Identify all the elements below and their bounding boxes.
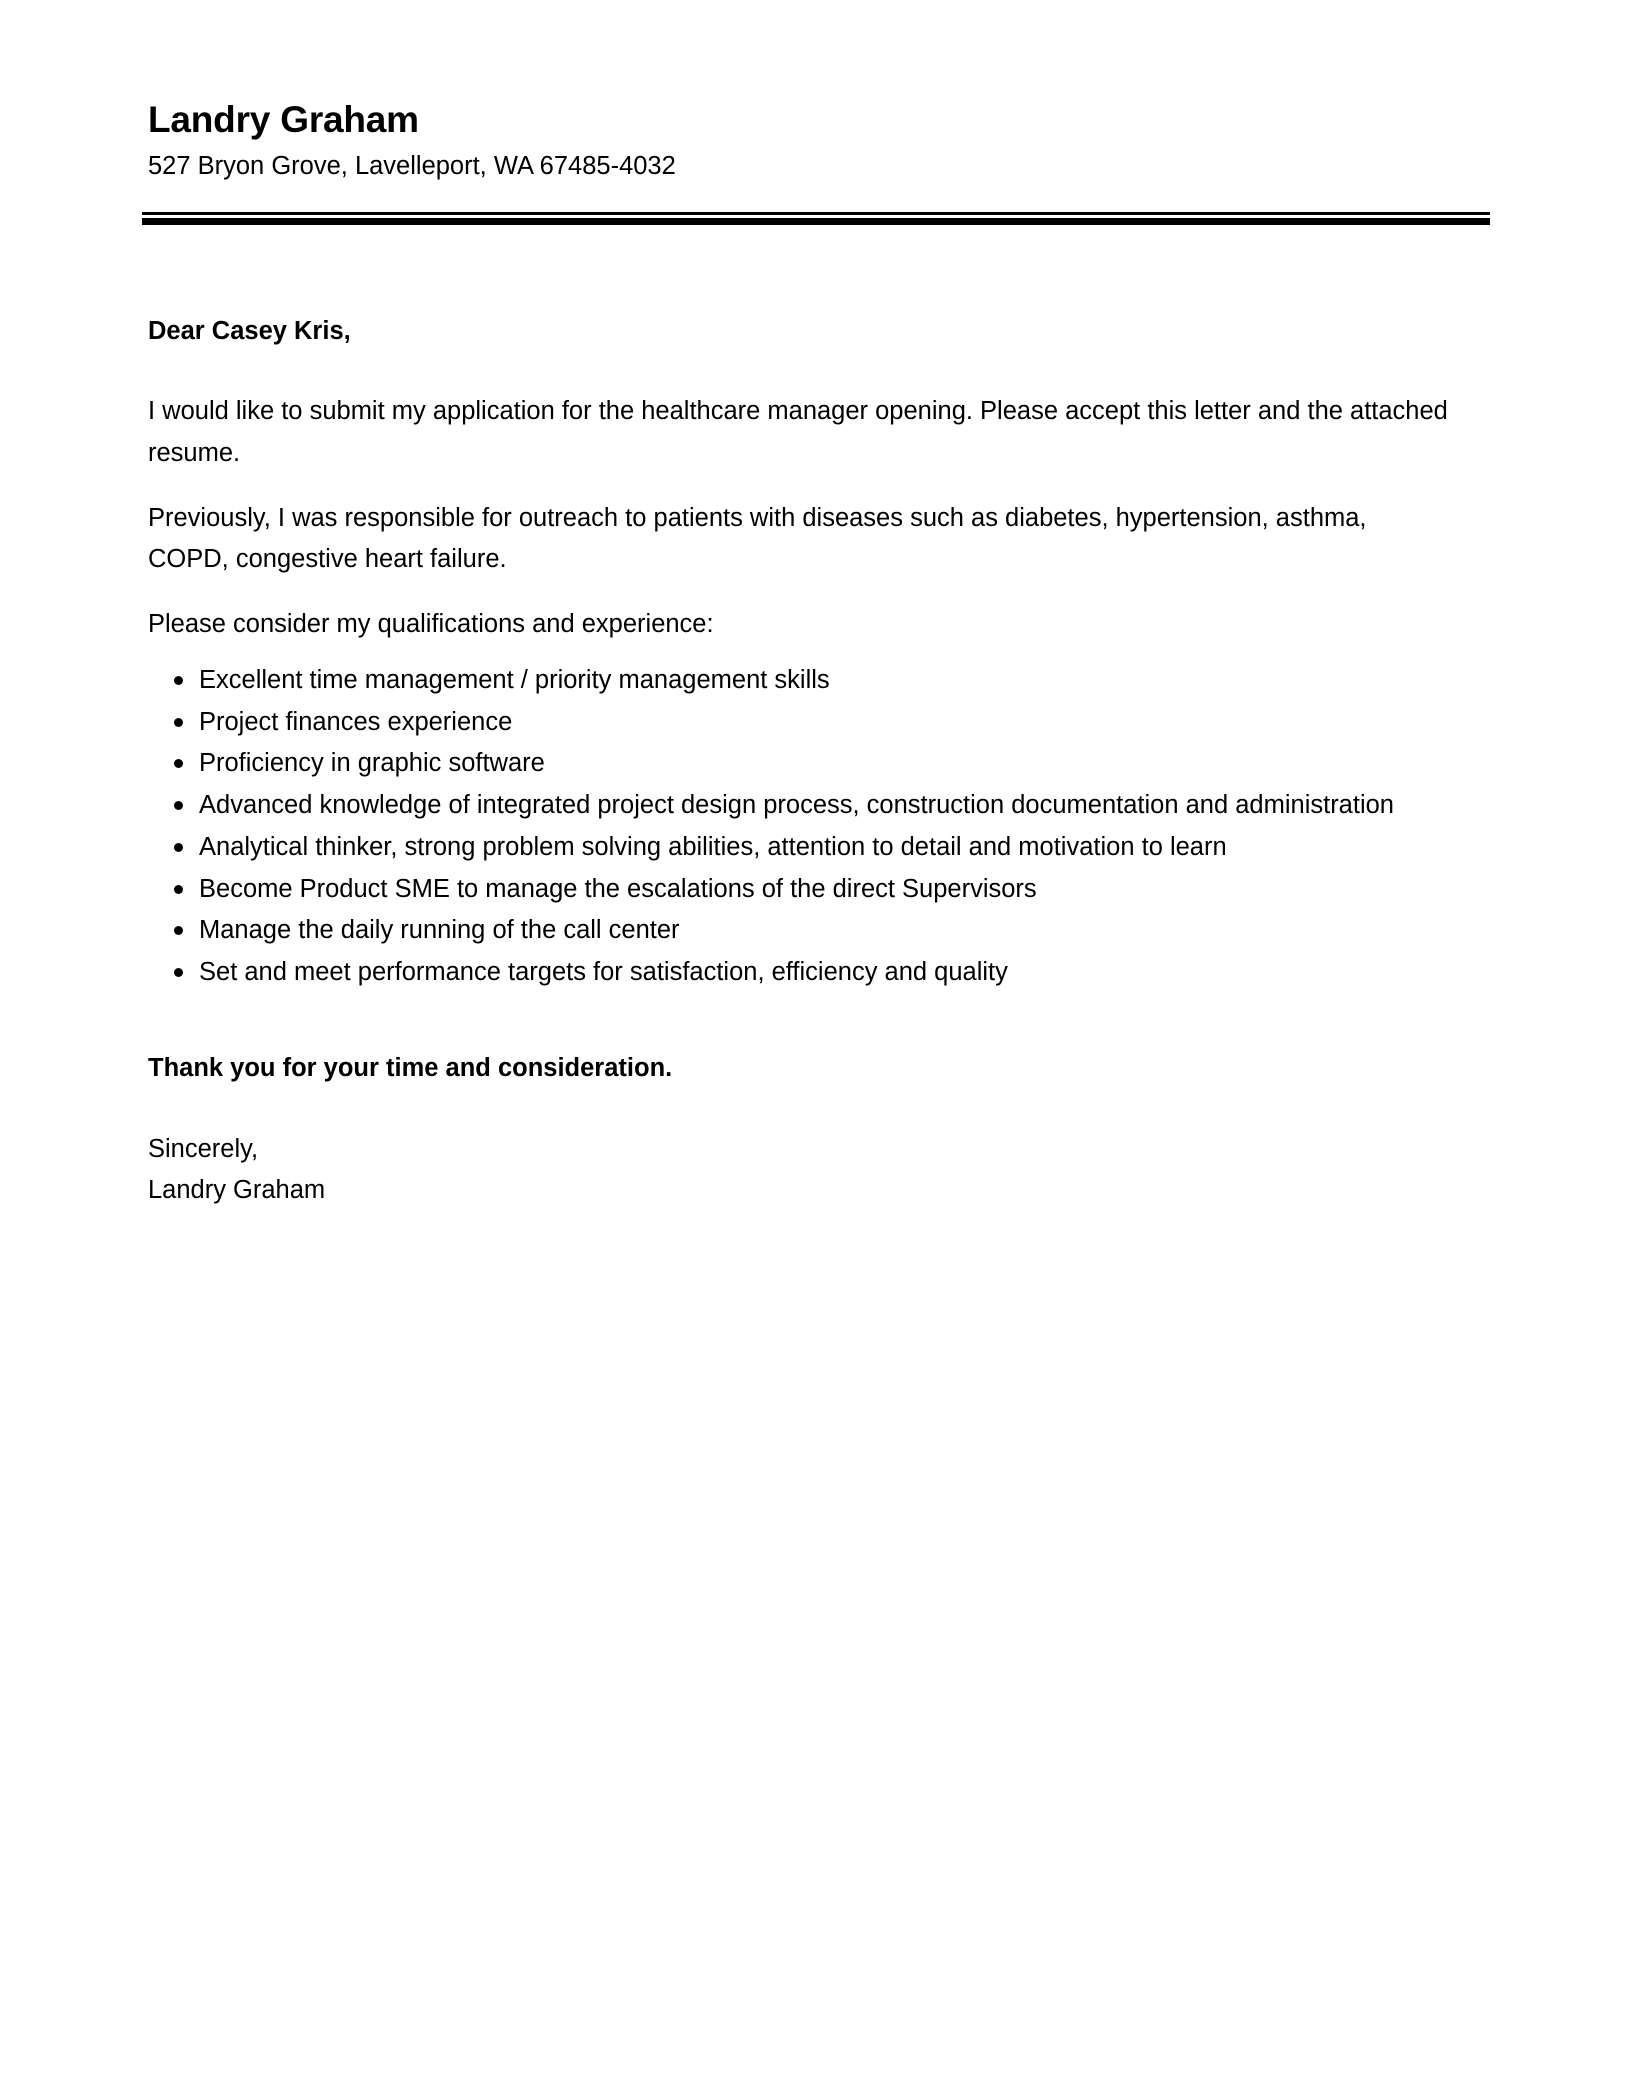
qualifications-lead: Please consider my qualifications and experience:: [148, 610, 714, 639]
signature-name: Landry Graham: [148, 1176, 326, 1205]
valediction: Sincerely,: [148, 1135, 259, 1164]
list-item: Proficiency in graphic software: [148, 743, 1448, 784]
sender-name: Landry Graham: [148, 99, 419, 140]
list-item: Excellent time management / priority management skills: [148, 660, 1448, 701]
qualifications-list: [148, 660, 1448, 993]
list-item: Set and meet performance targets for satisfaction, efficiency and quality: [148, 952, 1448, 993]
list-item: Advanced knowledge of integrated project design process, construction documentation and administration: [148, 785, 1448, 826]
letter-body: [148, 313, 1448, 1211]
header-divider: [142, 212, 1490, 225]
body-paragraph-2: Previously, I was responsible for outreach to patients with diseases such as diabetes, hypertension, asthma, COPD, congestive heart failure.: [148, 503, 1367, 574]
list-item: Become Product SME to manage the escalations of the direct Supervisors: [148, 869, 1448, 910]
body-paragraph-1: I would like to submit my application for the healthcare manager opening. Please accept this letter and the attached resume.: [148, 397, 1448, 467]
letterhead: [142, 0, 1490, 225]
salutation: Dear Casey Kris,: [148, 317, 351, 346]
closing-thanks: Thank you for your time and consideration.: [148, 1054, 673, 1083]
list-item: Manage the daily running of the call center: [148, 910, 1448, 951]
list-item: Project finances experience: [148, 702, 1448, 743]
sender-address: 527 Bryon Grove, Lavelleport, WA 67485-4032: [148, 151, 676, 180]
divider-thick-line: [142, 218, 1490, 225]
list-item: Analytical thinker, strong problem solving abilities, attention to detail and motivation to learn: [148, 827, 1448, 868]
signoff-block: [148, 1129, 1448, 1212]
